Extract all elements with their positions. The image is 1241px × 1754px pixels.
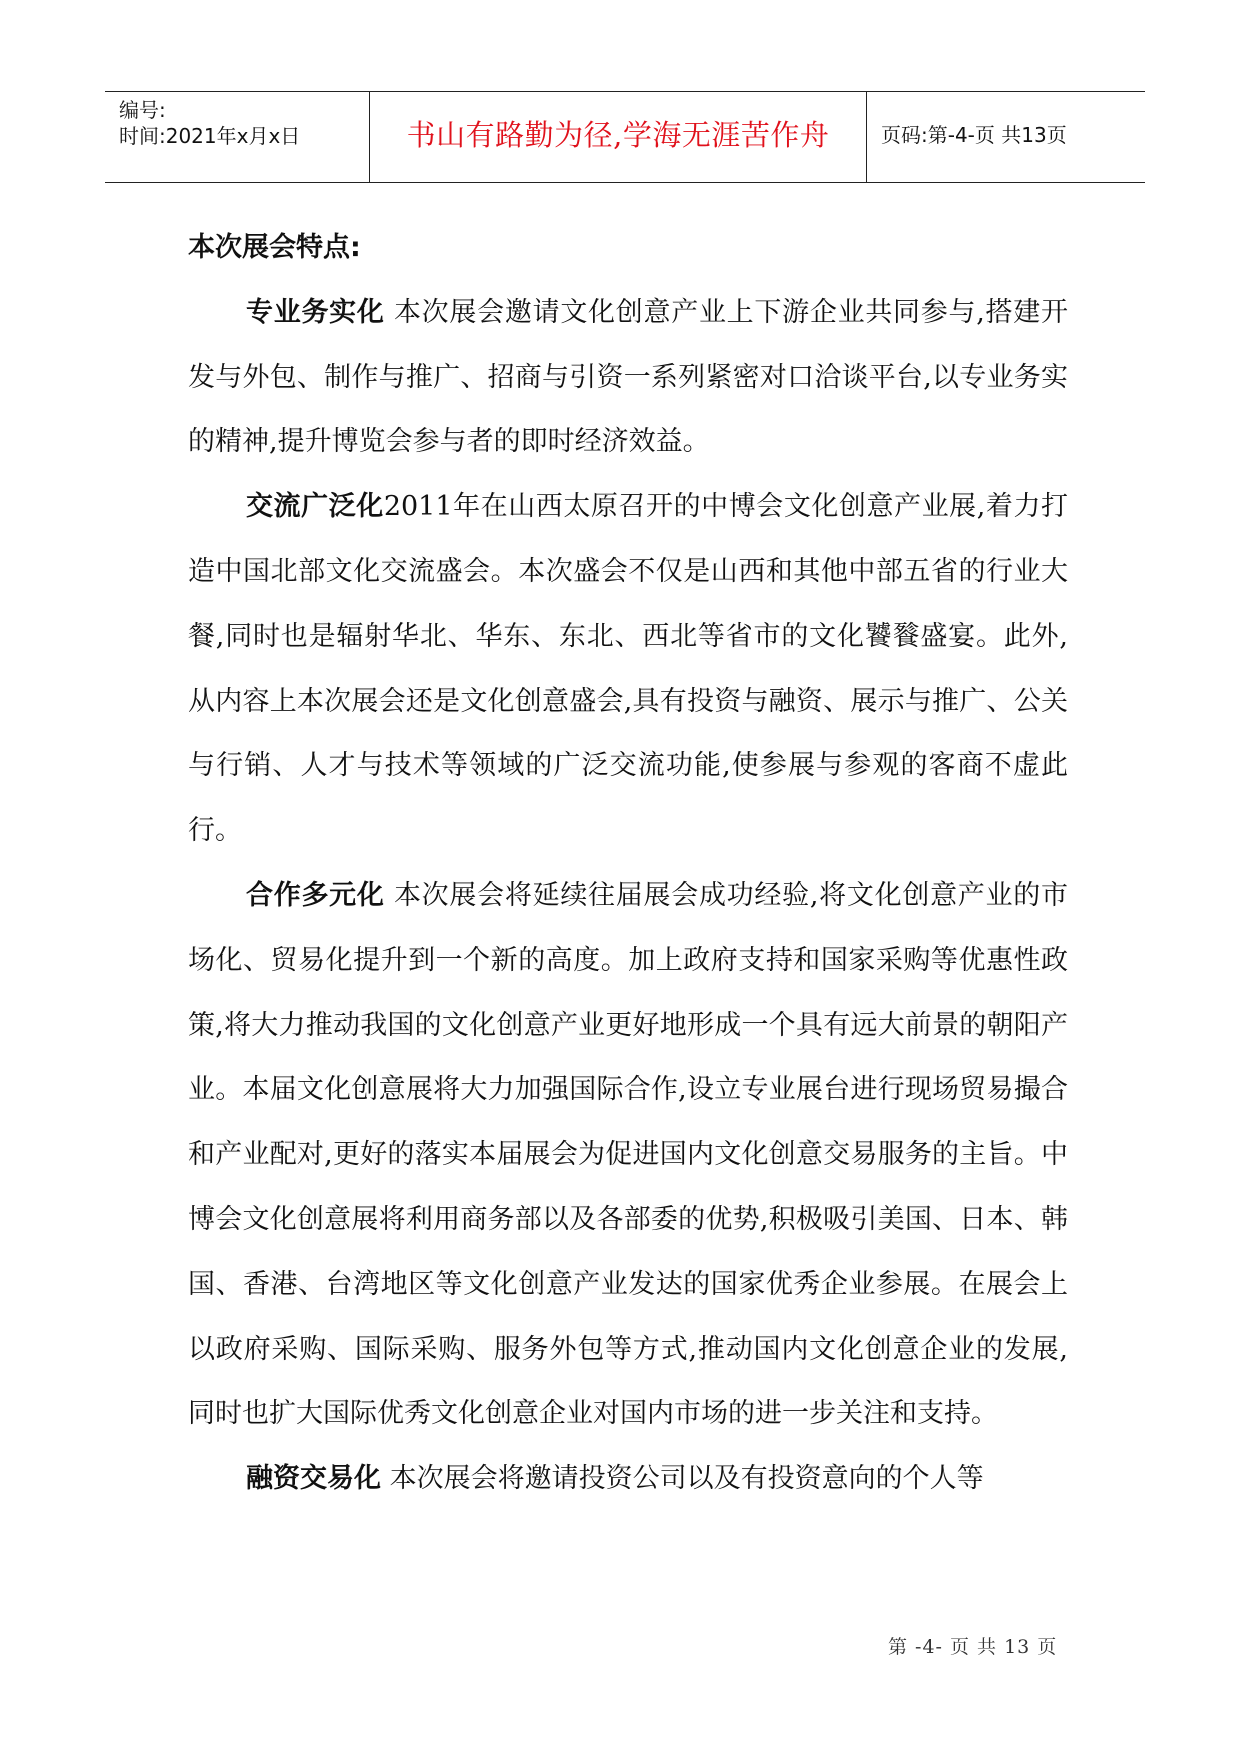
document-number-label: 编号:: [119, 98, 166, 122]
page-footer: 第 -4- 页 共 13 页: [888, 1636, 1058, 1658]
paragraph-lead: 交流广泛化: [246, 491, 384, 523]
paragraph-cooperation: [188, 864, 1068, 1447]
paragraph-text: 本次展会将延续往届展会成功经验,将文化创意产业的市场化、贸易化提升到一个新的高度。加上政府支持和国家采购等优惠性政策,将大力推动我国的文化创意产业更好地形成一个具有远大前景的朝阳产业。本届文化创意展将大力加强国际合作,设立专业展台进行现场贸易撮合和产业配对,更好的落实本届展会为促进国内文化创意交易服务的主旨。中博会文化创意展将利用商务部以及各部委的优势,积极吸引美国、日本、韩国、香港、台湾地区等文化创意产业发达的国家优秀企业参展。在展会上以政府采购、国际采购、服务外包等方式,推动国内文化创意企业的发展,同时也扩大国际优秀文化创意企业对国内市场的进一步关注和支持。: [188, 879, 1068, 1430]
paragraph-financing: [188, 1447, 1068, 1512]
paragraph-text: 本次展会将邀请投资公司以及有投资意向的个人等: [381, 1463, 984, 1495]
paragraph-professional: [188, 281, 1068, 475]
document-time-label: 时间:2021年x月x日: [119, 124, 301, 148]
paragraph-lead: 融资交易化: [246, 1463, 381, 1495]
paragraph-text: 2011年在山西太原召开的中博会文化创意产业展,着力打造中国北部文化交流盛会。本次盛会不仅是山西和其他中部五省的行业大餐,同时也是辐射华北、华东、东北、西北等省市的文化饕餮盛宴。此外,从内容上本次展会还是文化创意盛会,具有投资与融资、展示与推广、公关与行销、人才与技术等领域的广泛交流功能,使参展与参观的客商不虚此行。: [188, 491, 1069, 847]
header-page-info: 页码:第-4-页 共13页: [881, 122, 1067, 147]
paragraph-lead: 专业务实化: [246, 296, 385, 328]
header-motto: 书山有路勤为径,学海无涯苦作舟: [406, 117, 830, 152]
page-header: [105, 91, 1145, 183]
section-title: 本次展会特点:: [188, 232, 361, 263]
paragraph-lead: 合作多元化: [246, 879, 385, 911]
header-page-cell: [867, 92, 1145, 182]
document-body: [188, 216, 1068, 1512]
header-motto-cell: [370, 92, 867, 182]
paragraph-exchange: [188, 475, 1068, 864]
paragraph-text: 本次展会邀请文化创意产业上下游企业共同参与,搭建开发与外包、制作与推广、招商与引资一系列紧密对口洽谈平台,以专业务实的精神,提升博览会参与者的即时经济效益。: [188, 296, 1068, 458]
header-meta-cell: [105, 92, 370, 182]
